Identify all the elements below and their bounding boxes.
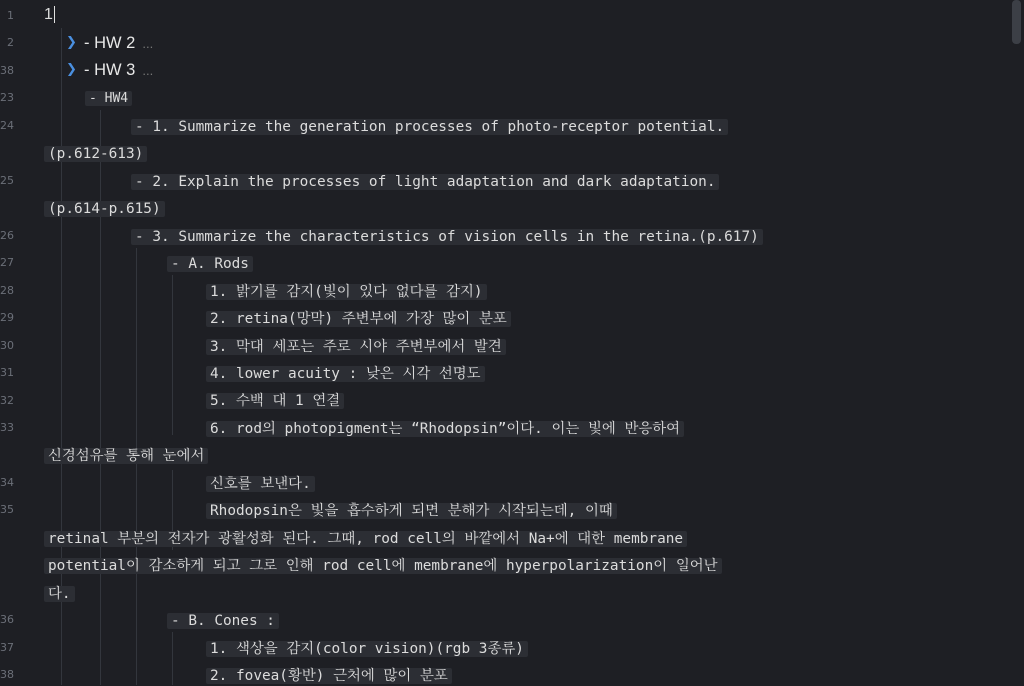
line-number: 25 bbox=[0, 174, 14, 187]
rods-item-text: 3. 막대 세포는 주로 시야 주변부에서 발견 bbox=[206, 339, 506, 355]
cones-heading-text: - B. Cones : bbox=[167, 613, 279, 629]
hw4-label: - HW4 bbox=[85, 91, 132, 106]
folded-block-hw2[interactable] bbox=[84, 33, 153, 53]
chevron-right-icon[interactable]: ❯ bbox=[66, 35, 77, 50]
line-number: 31 bbox=[0, 366, 14, 379]
paragraph-text: retinal 부분의 전자가 광활성화 된다. 그때, rod cell의 바깥에서 Na+에 대한 membrane bbox=[44, 531, 687, 547]
cones-item-text: 1. 색상을 감지(color vision)(rgb 3종류) bbox=[206, 641, 528, 657]
line-number: 38 bbox=[0, 64, 14, 77]
indent-guide bbox=[136, 248, 137, 685]
line-number: 1 bbox=[7, 9, 14, 22]
line-number: 30 bbox=[0, 339, 14, 352]
cones-item[interactable] bbox=[206, 639, 528, 659]
cones-heading[interactable] bbox=[167, 611, 279, 631]
line-35[interactable] bbox=[206, 501, 617, 521]
heading-hw4[interactable] bbox=[85, 89, 132, 109]
folded-label: - HW 2 bbox=[84, 34, 136, 52]
line-number: 27 bbox=[0, 256, 14, 269]
rods-item[interactable] bbox=[206, 309, 511, 329]
text-caret bbox=[54, 6, 55, 23]
question-2-wrap[interactable] bbox=[44, 199, 165, 219]
line-number: 37 bbox=[0, 641, 14, 654]
rods-item-6[interactable] bbox=[206, 419, 684, 439]
cones-item[interactable] bbox=[206, 666, 452, 686]
line-35-wrap[interactable] bbox=[44, 529, 687, 549]
line-35-wrap[interactable] bbox=[44, 556, 722, 576]
rods-heading-text: - A. Rods bbox=[167, 256, 253, 272]
line-number: 26 bbox=[0, 229, 14, 242]
rods-item-text: 5. 수백 대 1 연결 bbox=[206, 393, 344, 409]
question-2-text: - 2. Explain the processes of light adaptation and dark adaptation. bbox=[131, 174, 719, 190]
rods-item[interactable] bbox=[206, 337, 506, 357]
rods-item[interactable] bbox=[206, 282, 487, 302]
line-1[interactable] bbox=[44, 5, 55, 25]
question-3-text: - 3. Summarize the characteristics of vision cells in the retina.(p.617) bbox=[131, 229, 763, 245]
folded-label: - HW 3 bbox=[84, 61, 136, 79]
line-35-wrap[interactable] bbox=[44, 584, 75, 604]
paragraph-text: potential이 감소하게 되고 그로 인해 rod cell에 membrane에 hyperpolarization이 일어난 bbox=[44, 558, 722, 574]
indent-guide bbox=[100, 110, 101, 685]
line-number: 35 bbox=[0, 503, 14, 516]
rods-item-text: 2. retina(망막) 주변부에 가장 많이 분포 bbox=[206, 311, 511, 327]
indent-guide bbox=[172, 275, 173, 435]
rods-item[interactable] bbox=[206, 391, 344, 411]
question-3[interactable] bbox=[131, 227, 763, 247]
rods-item[interactable] bbox=[206, 364, 485, 384]
folded-block-hw3[interactable] bbox=[84, 60, 153, 80]
line-number: 2 bbox=[7, 36, 14, 49]
indent-guide bbox=[172, 632, 173, 685]
question-1-text: - 1. Summarize the generation processes of photo-receptor potential. bbox=[131, 119, 728, 135]
chevron-right-icon[interactable]: ❯ bbox=[66, 62, 77, 77]
question-1-pages: (p.612-613) bbox=[44, 146, 147, 162]
vertical-scrollbar[interactable] bbox=[1010, 0, 1024, 685]
rods-item-6-wrap[interactable] bbox=[44, 446, 208, 466]
fold-ellipsis[interactable]: ... bbox=[142, 36, 154, 51]
line-number-gutter bbox=[0, 0, 14, 685]
question-1-wrap[interactable] bbox=[44, 144, 147, 164]
line-34[interactable] bbox=[206, 474, 315, 494]
question-2-pages: (p.614-p.615) bbox=[44, 201, 165, 217]
question-2[interactable] bbox=[131, 172, 719, 192]
rods-heading[interactable] bbox=[167, 254, 253, 274]
line-1-text: 1 bbox=[44, 6, 53, 23]
paragraph-text: 신호를 보낸다. bbox=[206, 476, 315, 492]
rods-item-text: 신경섬유를 통해 눈에서 bbox=[44, 448, 208, 464]
scrollbar-thumb[interactable] bbox=[1012, 0, 1021, 44]
rods-item-text: 1. 밝기를 감지(빛이 있다 없다를 감지) bbox=[206, 284, 487, 300]
question-1[interactable] bbox=[131, 117, 728, 137]
line-number: 34 bbox=[0, 476, 14, 489]
line-number: 32 bbox=[0, 394, 14, 407]
paragraph-text: 다. bbox=[44, 586, 75, 602]
line-number: 23 bbox=[0, 91, 14, 104]
rods-item-text: 4. lower acuity : 낮은 시각 선명도 bbox=[206, 366, 485, 382]
paragraph-text: Rhodopsin은 빛을 흡수하게 되면 분해가 시작되는데, 이때 bbox=[206, 503, 617, 519]
cones-item-text: 2. fovea(황반) 근처에 많이 분포 bbox=[206, 668, 452, 684]
rods-item-text: 6. rod의 photopigment는 “Rhodopsin”이다. 이는 빛에 반응하여 bbox=[206, 421, 684, 437]
line-number: 33 bbox=[0, 421, 14, 434]
line-number: 28 bbox=[0, 284, 14, 297]
line-number: 29 bbox=[0, 311, 14, 324]
line-number: 24 bbox=[0, 119, 14, 132]
line-number: 38 bbox=[0, 668, 14, 681]
line-number: 36 bbox=[0, 613, 14, 626]
fold-ellipsis[interactable]: ... bbox=[142, 63, 154, 78]
